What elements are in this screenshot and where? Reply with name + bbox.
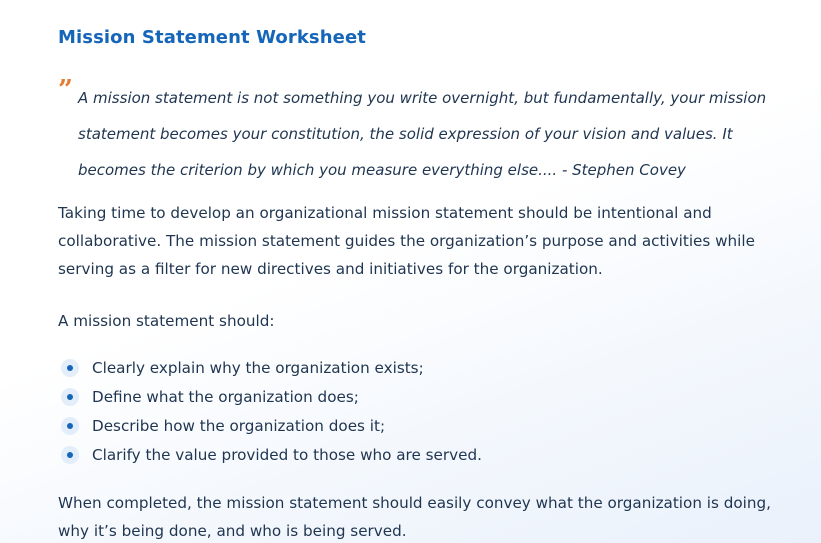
list-item-text: Clearly explain why the organization exists; [92, 359, 424, 377]
bullet-icon [61, 388, 79, 406]
quote-mark-icon: ” [58, 75, 70, 105]
page-title: Mission Statement Worksheet [58, 27, 366, 48]
bullet-icon [61, 417, 79, 435]
quote-text: A mission statement is not something you write overnight, but fundamentally, your mission statement becomes your constitution, the solid expression of your vision and values. It becomes the criterion by which you measure everything else.... - Stephen Covey [78, 89, 767, 179]
intro-paragraph: Taking time to develop an organizational mission statement should be intentional and collaborative. The mission statement guides the organization’s purpose and activities while serving as a filter for new directives and initiatives for the organization. [58, 204, 755, 278]
mission-criteria-list [58, 355, 482, 471]
list-item [58, 442, 482, 471]
list-item [58, 384, 482, 413]
list-item-text: Describe how the organization does it; [92, 417, 386, 435]
bullet-icon [61, 446, 79, 464]
list-item [58, 413, 482, 442]
list-item [58, 355, 482, 384]
list-item-text: Clarify the value provided to those who are served. [92, 446, 482, 464]
list-intro-paragraph: A mission statement should: [58, 312, 275, 330]
closing-paragraph: When completed, the mission statement should easily convey what the organization is doing, why it’s being done, and who is being served. [58, 494, 771, 540]
bullet-icon [61, 359, 79, 377]
list-item-text: Define what the organization does; [92, 388, 359, 406]
